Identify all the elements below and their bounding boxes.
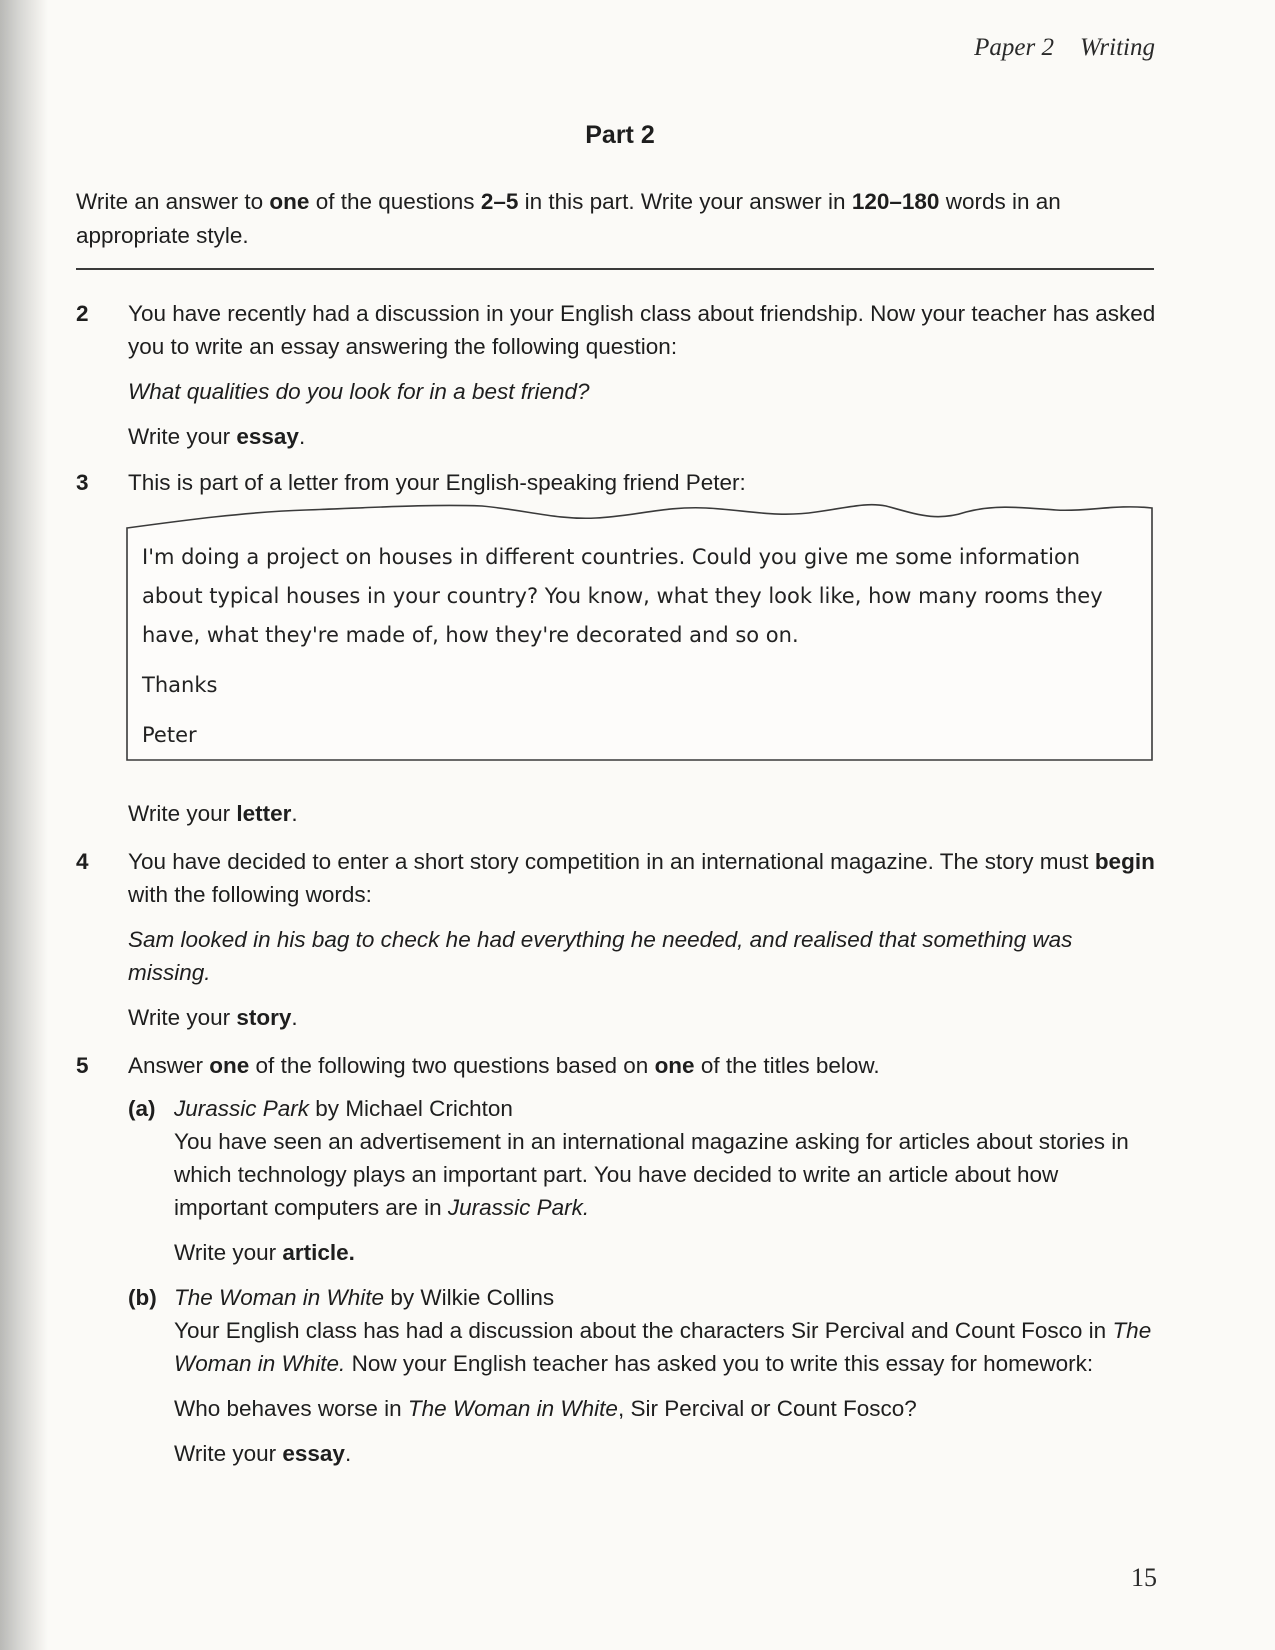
book-author: by Wilkie Collins	[384, 1285, 555, 1310]
task-type: essay	[236, 424, 299, 449]
instructions-text: Write an answer to	[76, 189, 270, 214]
question-prompt: Sam looked in his bag to check he had everything he needed, and realised that something was missing.	[128, 927, 1073, 985]
instructions-bold: one	[269, 189, 310, 214]
option-text-title: The Woman in White.	[174, 1318, 1152, 1376]
task-prefix: Write your	[174, 1240, 283, 1265]
question-5	[76, 1049, 1156, 1470]
question-3	[76, 466, 1156, 499]
instructions-text: words in an appropriate style.	[76, 189, 1061, 248]
question-text-part: of the following two questions based on	[249, 1053, 655, 1078]
page-binding-shadow	[0, 0, 48, 1650]
task-type: essay	[282, 1441, 345, 1466]
task-suffix: .	[291, 801, 298, 826]
question-number: 2	[76, 301, 89, 326]
question-text: You have recently had a discussion in your English class about friendship. Now your teacher has asked you to write an essay answering the following question:	[128, 301, 1156, 359]
part-title: Part 2	[585, 121, 655, 149]
question-text-bold: one	[209, 1053, 250, 1078]
question-text-bold: begin	[1094, 849, 1155, 874]
book-title: Jurassic Park	[174, 1096, 310, 1121]
question-2	[76, 297, 1156, 453]
instructions-bold: 120–180	[851, 189, 940, 214]
task-prefix: Write your	[128, 1005, 237, 1030]
option-a	[128, 1092, 1156, 1269]
essay-question-part: , Sir Percival or Count Fosco?	[617, 1396, 917, 1421]
letter-body: I'm doing a project on houses in different countries. Could you give me some information about typical houses in your country? You know, what they look like, how many rooms they have, what they're made of, how they're decorated and so on.	[142, 545, 1103, 647]
task-suffix: .	[291, 1005, 298, 1030]
question-text-part: You have decided to enter a short story competition in an international magazine. The story must	[128, 849, 1095, 874]
task-type: story	[236, 1005, 292, 1030]
option-label: (a)	[128, 1096, 156, 1121]
task-line	[174, 1437, 1156, 1470]
book-line	[174, 1092, 1156, 1125]
question-prompt: What qualities do you look for in a best friend?	[128, 379, 590, 404]
task-line	[128, 797, 1156, 830]
divider	[76, 268, 1154, 270]
task-prefix: Write your	[128, 801, 237, 826]
essay-question-title: The Woman in White	[407, 1396, 618, 1421]
task-prefix: Write your	[174, 1441, 283, 1466]
question-text-part: Answer	[128, 1053, 210, 1078]
question-number: 3	[76, 470, 89, 495]
task-prefix: Write your	[128, 424, 237, 449]
task-line	[128, 1001, 1156, 1034]
option-text-title: Jurassic Park.	[447, 1195, 590, 1220]
question-text-bold: one	[654, 1053, 695, 1078]
instructions	[76, 185, 1156, 253]
book-line	[174, 1281, 1156, 1314]
running-header	[974, 34, 1155, 62]
option-text	[174, 1125, 1156, 1224]
question-text: This is part of a letter from your English-speaking friend Peter:	[128, 470, 746, 495]
task-line	[174, 1236, 1156, 1269]
question-text-part: with the following words:	[128, 882, 372, 907]
book-author: by Michael Crichton	[309, 1096, 513, 1121]
option-text-part: Your English class has had a discussion about the characters Sir Percival and Count Fosco in	[174, 1318, 1113, 1343]
option-b	[128, 1281, 1156, 1470]
instructions-text: of the questions	[309, 189, 481, 214]
question-text	[128, 1049, 1156, 1082]
letter-signature: Peter	[142, 723, 197, 747]
question-text-part: of the titles below.	[694, 1053, 880, 1078]
header-paper: Paper 2	[974, 34, 1054, 61]
book-title: The Woman in White	[174, 1285, 385, 1310]
task-suffix: .	[298, 424, 306, 449]
essay-question	[174, 1392, 1156, 1425]
instructions-text: in this part. Write your answer in	[518, 189, 852, 214]
task-suffix: .	[344, 1441, 352, 1466]
question-text	[128, 845, 1156, 911]
header-section: Writing	[1079, 34, 1155, 61]
page-number: 15	[1131, 1563, 1157, 1592]
question-number: 5	[76, 1053, 89, 1078]
option-text-part: Now your English teacher has asked you to write this essay for homework:	[345, 1351, 1094, 1376]
letter-extract	[126, 498, 1154, 762]
question-number: 4	[76, 849, 89, 874]
option-text-part: You have seen an advertisement in an international magazine asking for articles about stories in which technology plays an important part. You have decided to write an article about how important computers are in	[174, 1129, 1129, 1220]
question-3-task	[76, 797, 1156, 830]
option-text	[174, 1314, 1156, 1380]
essay-question-part: Who behaves worse in	[174, 1396, 408, 1421]
task-line	[128, 420, 1156, 453]
option-label: (b)	[128, 1285, 157, 1310]
letter-closing: Thanks	[142, 673, 218, 697]
task-type: article.	[282, 1240, 355, 1265]
instructions-bold: 2–5	[480, 189, 519, 214]
task-type: letter	[236, 801, 292, 826]
question-4	[76, 845, 1156, 1034]
